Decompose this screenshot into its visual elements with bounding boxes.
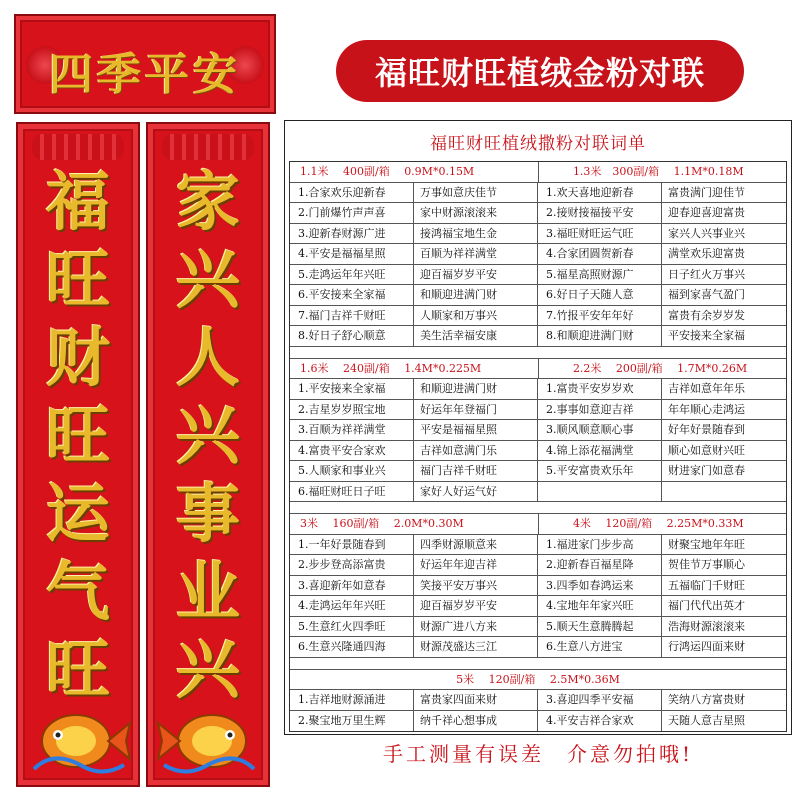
couplet-line-cell: 富贵满门迎佳节 xyxy=(668,185,745,199)
couplet-line-cell: 2.聚宝地万里生辉 xyxy=(290,711,414,732)
couplet-char: 人 xyxy=(176,321,240,396)
table-row xyxy=(290,441,786,462)
couplet-line-cell: 年年顺心走鸿运 xyxy=(668,402,745,416)
table-row xyxy=(290,482,786,503)
couplet-line-cell: 6.平安接来全家福 xyxy=(290,285,414,305)
measurement-notice: 手工测量有误差 介意勿拍哦! xyxy=(382,742,694,766)
couplet-line-cell: 3.迎新春财源广进 xyxy=(290,224,414,244)
couplet-line-cell: 2.事事如意迎吉祥 xyxy=(538,400,662,420)
couplet-line-cell: 五福临门千财旺 xyxy=(668,578,745,592)
size-spec-label: 1.1米 400副/箱 0.9M*0.15M xyxy=(300,165,475,178)
couplet-line-cell: 1.一年好景随春到 xyxy=(290,535,414,555)
couplet-line-cell: 6.福旺财旺日子旺 xyxy=(290,482,414,502)
couplet-line-cell: 和顺迎进满门财 xyxy=(414,379,538,399)
couplet-right-scroll xyxy=(146,122,270,787)
table-row xyxy=(290,535,786,556)
couplet-char: 福 xyxy=(46,165,110,240)
section-spacer xyxy=(290,658,786,670)
couplet-line-cell: 4.锦上添花福满堂 xyxy=(538,441,662,461)
couplet-line-cell: 百顺为祥祥满堂 xyxy=(414,244,538,264)
word-list-table xyxy=(289,161,787,732)
couplet-char: 兴 xyxy=(176,399,240,474)
couplet-char: 运 xyxy=(46,477,110,552)
couplet-line-cell: 天随人意吉星照 xyxy=(668,713,745,727)
couplet-line-cell: 7.福门吉祥千财旺 xyxy=(290,306,414,326)
couplet-line-cell: 8.好日子舒心顺意 xyxy=(290,326,414,346)
couplet-char: 事 xyxy=(176,477,240,552)
size-spec-label: 1.6米 240副/箱 1.4M*0.225M xyxy=(300,361,482,375)
couplet-line-cell: 四季财源顺意来 xyxy=(414,535,538,555)
ornament-band xyxy=(162,134,254,160)
couplet-line-cell: 顺心如意财兴旺 xyxy=(668,443,745,457)
couplet-line-cell: 平安是福福星照 xyxy=(414,420,538,440)
couplet-line-cell: 纳千祥心想事成 xyxy=(414,711,538,732)
couplet-char: 业 xyxy=(176,555,240,630)
couplet-line-cell: 吉祥如意满门乐 xyxy=(414,441,538,461)
couplet-char: 家 xyxy=(176,165,240,240)
couplet-line-cell xyxy=(538,482,662,502)
table-row xyxy=(290,183,786,204)
couplet-line-cell: 3.喜迎新年如意春 xyxy=(290,576,414,596)
table-row xyxy=(290,461,786,482)
couplet-line-cell: 和顺迎进满门财 xyxy=(414,285,538,305)
couplet-line-cell: 6.生意八方进宝 xyxy=(538,637,662,657)
couplet-line-cell: 家中财源滚滚来 xyxy=(414,203,538,223)
table-row xyxy=(290,285,786,306)
couplet-left-scroll xyxy=(16,122,140,787)
couplet-char: 旺 xyxy=(46,399,110,474)
couplet-line-cell: 迎百福岁岁平安 xyxy=(414,596,538,616)
couplet-line-cell: 好年好景随春到 xyxy=(668,423,745,436)
couplet-line-cell: 5.福星高照财源广 xyxy=(538,265,662,285)
couplet-line-cell: 6.好日子天随人意 xyxy=(538,285,662,305)
size-spec-label: 2.2米 200副/箱 1.7M*0.26M xyxy=(538,359,786,379)
banner-text: 四季平安 xyxy=(49,49,241,100)
couplet-line-cell: 2.接财接福接平安 xyxy=(538,203,662,223)
couplet-line-cell: 3.喜迎四季平安福 xyxy=(538,690,662,710)
couplet-line-cell: 财进家门如意春 xyxy=(668,464,745,477)
section-spacer xyxy=(290,502,786,514)
koi-fish-icon xyxy=(24,689,134,779)
couplet-char: 兴 xyxy=(176,633,240,708)
couplet-line-cell: 5.走鸿运年年兴旺 xyxy=(290,265,414,285)
couplet-line-cell: 5.人顺家和事业兴 xyxy=(290,461,414,481)
couplet-line-cell: 财源广进八方来 xyxy=(414,617,538,637)
couplet-line-cell: 1.富贵平安岁岁欢 xyxy=(538,379,662,399)
table-row xyxy=(290,617,786,638)
couplet-char: 财 xyxy=(46,321,110,396)
couplet-line-cell: 迎春迎喜迎富贵 xyxy=(668,206,745,219)
couplet-line-cell: 5.顺天生意腾腾起 xyxy=(538,617,662,637)
table-row xyxy=(290,420,786,441)
couplet-right-text xyxy=(148,164,268,710)
size-spec-label: 3米 160副/箱 2.0M*0.30M xyxy=(300,517,464,530)
couplet-line-cell: 万事如意庆佳节 xyxy=(414,183,538,203)
couplet-line-cell: 3.百顺为祥祥满堂 xyxy=(290,420,414,440)
couplet-line-cell: 3.四季如春鸿运来 xyxy=(538,576,662,596)
product-title: 福旺财旺植绒金粉对联 xyxy=(336,40,744,102)
couplet-line-cell: 6.生意兴隆通四海 xyxy=(290,637,414,657)
couplet-line-cell: 行鸿运四面来财 xyxy=(668,640,745,653)
couplet-line-cell: 8.和顺迎进满门财 xyxy=(538,326,662,346)
table-row xyxy=(290,576,786,597)
couplet-left-text xyxy=(18,164,138,710)
couplet-line-cell: 富贵家四面来财 xyxy=(414,690,538,710)
couplet-line-cell: 1.平安接来全家福 xyxy=(290,379,414,399)
couplet-char: 兴 xyxy=(176,243,240,318)
couplet-line-cell: 4.平安是福福星照 xyxy=(290,244,414,264)
couplet-line-cell: 1.合家欢乐迎新春 xyxy=(290,183,414,203)
couplet-line-cell: 7.竹报平安年年好 xyxy=(538,306,662,326)
word-list-sheet xyxy=(284,120,792,735)
couplet-line-cell: 家兴人兴事业兴 xyxy=(668,226,745,240)
couplet-line-cell: 日子红火万事兴 xyxy=(668,267,745,281)
couplet-line-cell xyxy=(662,482,786,502)
couplet-line-cell: 好运年年登福门 xyxy=(414,400,538,420)
couplet-line-cell: 美生活幸福安康 xyxy=(414,326,538,346)
koi-fish-icon xyxy=(154,689,264,779)
couplet-line-cell: 4.宝地年年家兴旺 xyxy=(538,596,662,616)
couplet-line-cell: 好运年年迎吉祥 xyxy=(414,555,538,575)
couplet-char: 旺 xyxy=(46,633,110,708)
couplet-line-cell: 家好人好运气好 xyxy=(414,482,538,502)
table-row xyxy=(290,224,786,245)
couplet-line-cell: 富贵有余岁岁发 xyxy=(668,308,745,322)
section-header xyxy=(290,359,786,380)
couplet-line-cell: 平安接来全家福 xyxy=(668,329,745,342)
table-row xyxy=(290,203,786,224)
section-spacer xyxy=(290,347,786,359)
couplet-line-cell: 笑接平安万事兴 xyxy=(414,576,538,596)
table-row xyxy=(290,596,786,617)
couplet-line-cell: 2.步步登高添富贵 xyxy=(290,555,414,575)
couplet-line-cell: 2.迎新春百福星降 xyxy=(538,555,662,575)
table-row xyxy=(290,244,786,265)
couplet-line-cell: 4.合家团圆贺新春 xyxy=(538,244,662,264)
section-header xyxy=(290,514,786,535)
couplet-line-cell: 4.富贵平安合家欢 xyxy=(290,441,414,461)
couplet-line-cell: 5.生意红火四季旺 xyxy=(290,617,414,637)
table-row xyxy=(290,690,786,711)
couplet-line-cell: 贺佳节万事顺心 xyxy=(668,558,745,571)
size-spec-label: 5米 120副/箱 2.5M*0.36M xyxy=(456,672,620,686)
couplet-line-cell: 1.福进家门步步高 xyxy=(538,535,662,555)
table-row xyxy=(290,555,786,576)
couplet-line-cell: 迎百福岁岁平安 xyxy=(414,265,538,285)
couplet-line-cell: 满堂欢乐迎富贵 xyxy=(668,247,745,260)
couplet-line-cell: 1.欢天喜地迎新春 xyxy=(538,183,662,203)
couplet-line-cell: 5.平安富贵欢乐年 xyxy=(538,461,662,481)
couplet-line-cell: 3.福旺财旺运气旺 xyxy=(538,224,662,244)
table-row xyxy=(290,306,786,327)
couplet-line-cell: 2.门前爆竹声声喜 xyxy=(290,203,414,223)
couplet-line-cell: 人顺家和万事兴 xyxy=(414,306,538,326)
couplet-line-cell: 笑纳八方富贵财 xyxy=(668,693,745,706)
couplet-line-cell: 福到家喜气盈门 xyxy=(668,288,745,301)
couplet-line-cell: 吉祥如意年年乐 xyxy=(668,382,745,395)
table-row xyxy=(290,379,786,400)
section-header xyxy=(290,670,786,691)
couplet-line-cell: 1.吉祥地财源涌进 xyxy=(290,690,414,710)
table-row xyxy=(290,637,786,658)
table-row xyxy=(290,265,786,286)
sheet-title: 福旺财旺植绒撒粉对联词单 xyxy=(430,134,646,154)
couplet-line-cell: 财源茂盛达三江 xyxy=(414,637,538,657)
ornament-band xyxy=(32,134,124,160)
table-row xyxy=(290,400,786,421)
couplet-line-cell: 财聚宝地年年旺 xyxy=(668,537,745,551)
banner-horizontal-scroll xyxy=(14,14,276,114)
couplet-line-cell: 福门代代出英才 xyxy=(668,599,745,612)
couplet-char: 气 xyxy=(46,555,110,630)
table-row xyxy=(290,326,786,347)
couplet-char: 旺 xyxy=(46,243,110,318)
size-spec-label: 4米 120副/箱 2.25M*0.33M xyxy=(538,514,786,534)
couplet-line-cell: 3.顺风顺意顺心事 xyxy=(538,420,662,440)
couplet-line-cell: 4.走鸿运年年兴旺 xyxy=(290,596,414,616)
section-header xyxy=(290,162,786,183)
couplet-line-cell: 4.平安吉祥合家欢 xyxy=(538,711,662,732)
couplet-line-cell: 浩海财源滚滚来 xyxy=(668,619,745,633)
couplet-line-cell: 2.吉星岁岁照宝地 xyxy=(290,400,414,420)
couplet-line-cell: 福门吉祥千财旺 xyxy=(414,461,538,481)
size-spec-label: 1.3米 300副/箱 1.1M*0.18M xyxy=(538,162,786,182)
table-row xyxy=(290,711,786,732)
couplet-line-cell: 接鸿福宝地生金 xyxy=(414,224,538,244)
